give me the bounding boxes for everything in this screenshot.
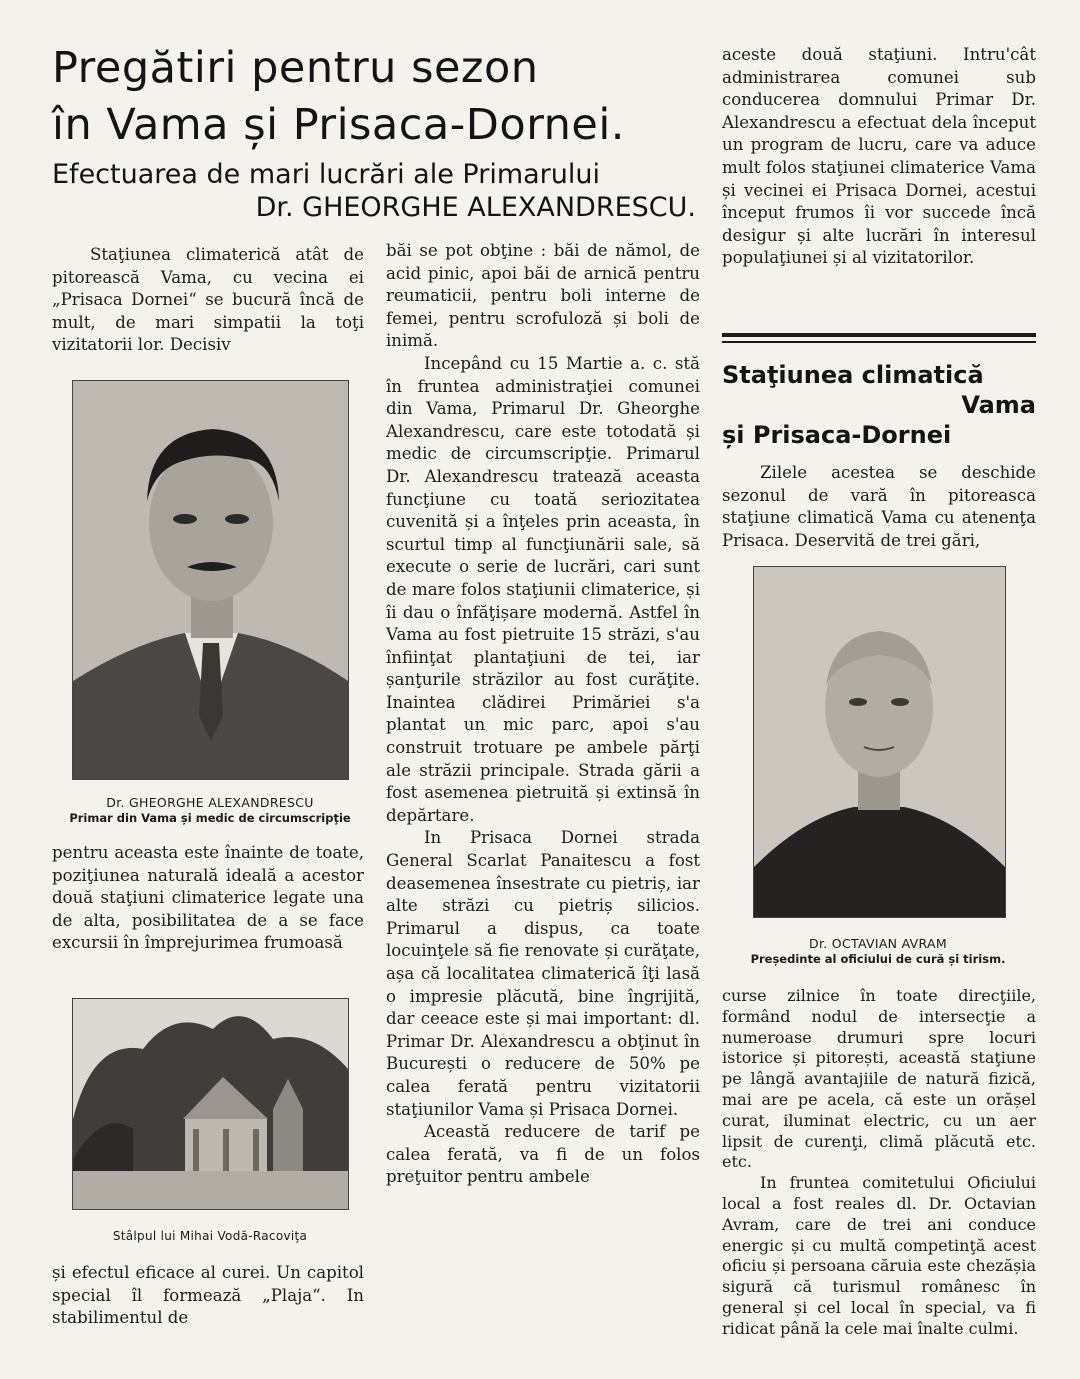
paragraph: In fruntea comitetului Oficiului local a fost reales dl. Dr. Octavian Avram, care de trei ani conduce energic și cu multă competinţă acest oficiu și persoana căruia este chezășia sigură că turismul românesc în general și cel local în special, va fi ridicat până la cele mai înalte culmi. [722,1173,1036,1338]
paragraph: și efectul eficace al curei. Un capitol special îl formează „Plaja“. In stabilimentul de [52,1263,364,1328]
section-divider-thin [722,341,1036,343]
column-1-middle [52,842,364,955]
monument-photo [72,998,349,1210]
paragraph: Această reducere de tarif pe calea ferată, va fi de un folos preţuitor pentru ambele [386,1122,700,1187]
paragraph: pentru aceasta este înainte de toate, poziţiunea naturală ideală a acestor două staţiuni climaterice legate una de alta, posibilitatea de a se face excursii în împrejurimea frumoasă [52,843,364,953]
side-article-intro [722,462,1036,552]
portrait-photo-avram [753,566,1006,918]
column-1-bottom [52,1262,364,1330]
subheadline-line-1: Efectuarea de mari lucrări ale Primarului [52,159,600,190]
photo-caption-monument [40,1228,380,1244]
paragraph: In Prisaca Dornei strada General Scarlat Panaitescu a fost deasemenea însestrate cu pietriș, iar alte străzi cu pietriș silicios. Primarul a dispus, ca toate locuinţele să fie renovate și curăţate, așa că localitatea climaterică îţi lasă o impresie plăcută, bine îngrijită, dar ceeace este și mai important: dl. Primar Dr. Alexandrescu a obţinut în București o reducere de 50% pe calea ferată pentru vizitatorii staţiunilor Vama și Prisaca Dornei. [386,828,700,1119]
paragraph: băi se pot obţine : băi de nămol, de acid pinic, apoi băi de arnică pentru reumaticii, pentru boli interne de femei, pentru scrofuloză și boli de inimă. [386,241,700,351]
portrait-photo-icon [73,381,348,779]
side-title-line-3: și Prisaca-Dornei [722,421,952,449]
monument-photo-icon [73,999,348,1209]
paragraph: Zilele acestea se deschide sezonul de vară în pitoreasca staţiune climatică Vama cu atenenţa Prisaca. Deservită de trei gări, [722,463,1036,550]
paragraph: Incepând cu 15 Martie a. c. stă în fruntea administraţiei comunei din Vama, Primarul Dr. Gheorghe Alexandrescu, care este totodată și medic de circumscripţie. Primarul Dr. Alexandrescu tratează aceasta funcţiune cu toată seriozitatea cuvenită și a înţeles prin aceasta, în scurtul timp al funcţiunării sale, să execute o serie de lucrări, cari sunt de mare folos staţiunii climaterice, și îi dau o înfăţișare modernă. Astfel în Vama au fost pietruite 15 străzi, s'au înfiinţat plantaţiuni de tei, iar șanţurile străzilor au fost curăţite. Inaintea clădirei Primăriei s'a plantat un mic parc, apoi s'au construit trotuare pe ambele părţi ale străzii principale. Strada gării a fost asemenea pietruită și extinsă în depărtare. [386,353,700,825]
portrait-photo-alexandrescu [72,380,349,780]
side-title-line-1: Staţiunea climatică [722,361,984,389]
photo-caption-alexandrescu [40,795,380,826]
caption-name: Dr. GHEORGHE ALEXANDRESCU [106,795,314,810]
subheadline-line-2: Dr. GHEORGHE ALEXANDRESCU. [255,192,696,223]
photo-caption-avram [718,936,1038,967]
side-article-body [722,986,1036,1340]
caption-role: Președinte al oficiului de cură și tirism. [750,952,1006,966]
caption-role: Primar din Vama și medic de circumscripţie [69,811,351,825]
headline [52,40,702,154]
side-title-line-2: Vama [961,391,1036,419]
side-article-title [722,360,1036,450]
paragraph: curse zilnice în toate direcţiile, formând nodul de intersecţie a numeroase drumuri spre locuri istorice și pitorești, această staţiune pe lângă avantajiile de natură fizică, mai are pe acela, că este un orășel curat, iluminat electric, cu un aer lipsit de curenţi, climă plăcută etc. etc. [722,986,1036,1172]
headline-line-2: în Vama și Prisaca-Dornei. [52,100,625,150]
subheadline [52,158,702,224]
paragraph: Staţiunea climaterică atât de pitorească Vama, cu vecina ei „Prisaca Dornei“ se bucură încă de mult, de mari simpatii la toţi vizitatorii lor. Decisiv [52,245,364,355]
caption-text: Stâlpul lui Mihai Vodă-Racoviţa [112,1229,308,1243]
caption-name: Dr. OCTAVIAN AVRAM [809,936,947,951]
column-1-top [52,244,364,357]
column-2 [386,240,700,1189]
headline-line-1: Pregătiri pentru sezon [52,43,539,93]
section-divider [722,333,1036,337]
paragraph: aceste două staţiuni. Intru'cât administrarea comunei sub conducerea domnului Primar Dr. Alexandrescu a efectuat dela început un program de lucru, care va aduce mult folos staţiunei climaterice Vama și vecinei ei Prisaca Dornei, acestui început frumos îi vor succede încă desigur și alte lucrări în interesul populaţiunei și al vizitatorilor. [722,45,1036,268]
portrait-photo-icon [754,567,1005,917]
column-3-top [722,44,1036,270]
